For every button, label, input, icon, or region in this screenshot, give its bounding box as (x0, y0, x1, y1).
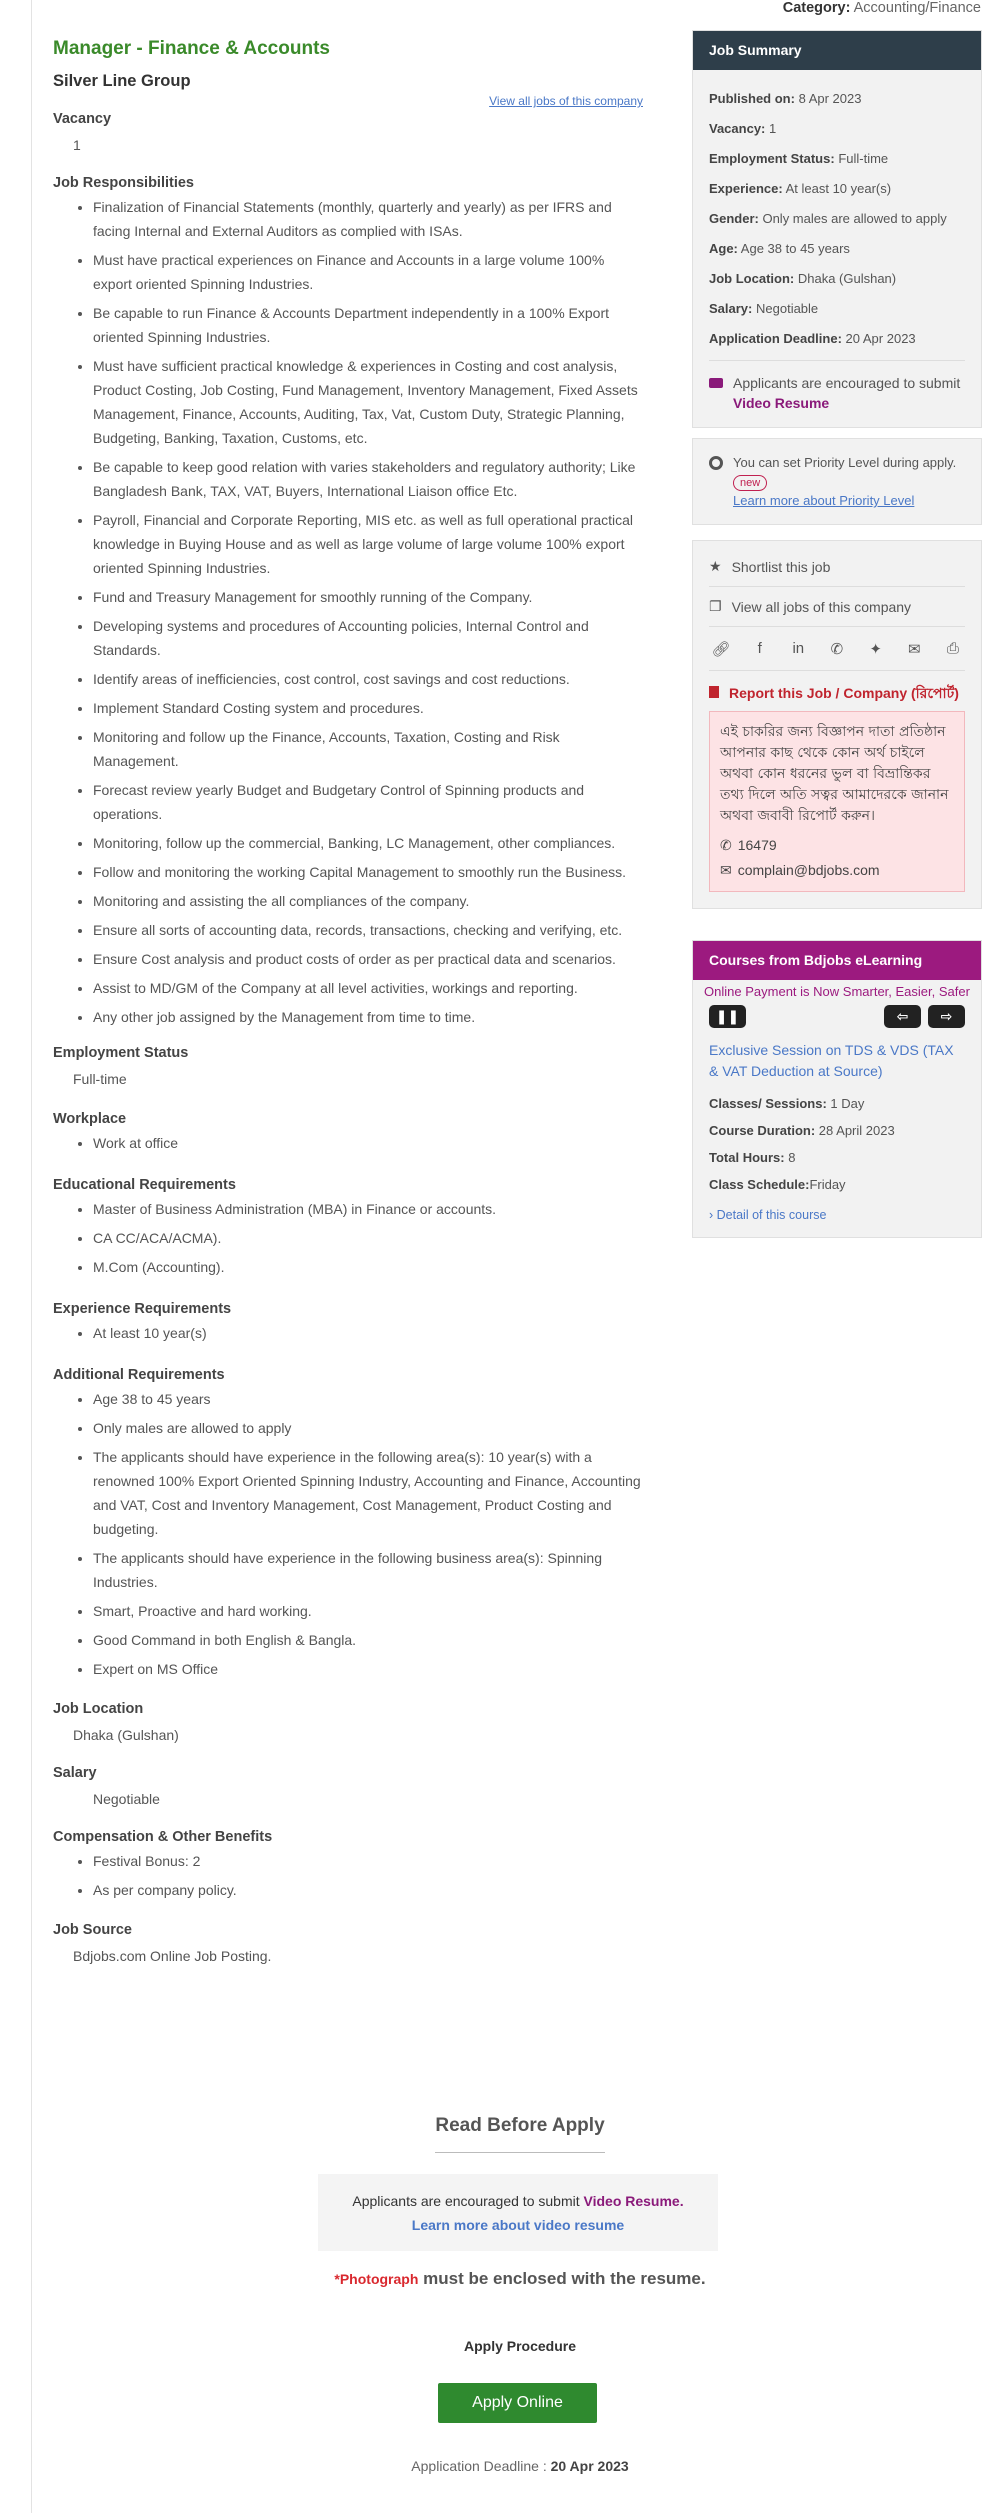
job-summary-panel (692, 30, 982, 428)
chevron-right-icon: › (709, 1208, 714, 1222)
summary-row (709, 210, 965, 228)
course-detail-label: Detail of this course (716, 1208, 827, 1222)
learn-more-video-link[interactable]: Learn more about video resume (411, 2217, 625, 2233)
summary-row (709, 150, 965, 168)
course-detail-link[interactable] (693, 1208, 981, 1222)
video-resume-box (318, 2174, 718, 2251)
summary-value: Full-time (838, 151, 889, 166)
summary-row (709, 330, 965, 348)
category-label: Category: (782, 0, 851, 16)
view-all-jobs-link[interactable]: View all jobs of this company (489, 94, 643, 108)
responsibility-item: • Implement Standard Costing system and procedures. (93, 696, 643, 720)
flag-icon (709, 686, 719, 698)
email-icon[interactable]: ✉ (907, 640, 921, 658)
twitter-icon[interactable]: ✦ (869, 640, 882, 658)
location-value: Dhaka (Gulshan) (73, 1727, 179, 1743)
course-classes-label: Classes/ Sessions: (709, 1096, 827, 1111)
summary-label: Gender: (709, 211, 759, 226)
divider (435, 2152, 605, 2153)
responsibility-item: • Fund and Treasury Management for smoothly running of the Company. (93, 585, 643, 609)
report-title: Report this Job / Company (রিপোর্ট) (729, 685, 959, 701)
video-note-text: Applicants are encouraged to submit (733, 375, 961, 391)
summary-label: Employment Status: (709, 151, 835, 166)
star-icon: ★ (709, 558, 722, 574)
print-icon[interactable]: ⎙ (946, 640, 959, 657)
course-duration-value: 28 April 2023 (818, 1123, 895, 1138)
priority-text: You can set Priority Level during apply. (733, 455, 957, 470)
envelope-icon: ✉ (720, 862, 732, 878)
summary-row (709, 300, 965, 318)
course-classes (693, 1096, 981, 1111)
summary-value: Negotiable (756, 301, 819, 316)
additional-list (93, 1387, 643, 1681)
share-bar (709, 627, 965, 671)
priority-panel (692, 438, 982, 525)
summary-value: At least 10 year(s) (785, 181, 892, 196)
course-classes-value: 1 Day (830, 1096, 865, 1111)
employment-status-title: Employment Status (53, 1045, 189, 1061)
next-arrow-icon[interactable]: ⇨ (928, 1005, 965, 1028)
whatsapp-icon[interactable]: ✆ (830, 640, 844, 658)
summary-label: Published on: (709, 91, 795, 106)
job-details (53, 38, 643, 1966)
summary-label: Age: (709, 241, 738, 256)
report-email (720, 860, 954, 881)
video-camera-icon (709, 378, 723, 388)
summary-row (709, 120, 965, 138)
additional-item: • The applicants should have experience in the following business area(s): Spinning Industries. (93, 1546, 643, 1594)
course-duration-label: Course Duration: (709, 1123, 816, 1138)
view-all-label: View all jobs of this company (731, 598, 912, 615)
education-item: • Master of Business Administration (MBA) in Finance or accounts. (93, 1197, 643, 1221)
courses-marquee: Online Payment is Now Smarter, Easier, Safer (704, 984, 970, 999)
video-resume-note (709, 360, 965, 413)
responsibility-item: • Must have practical experiences on Finance and Accounts in a large volume 100% export oriented Spinning Industries. (93, 248, 643, 296)
summary-value: Age 38 to 45 years (740, 241, 850, 256)
summary-row (709, 180, 965, 198)
education-list (93, 1197, 643, 1279)
vacancy-value: 1 (73, 137, 81, 153)
responsibility-item: • Payroll, Financial and Corporate Reporting, MIS etc. as well as full operational practical knowledge in Buying House and as well as large volume of large volume 100% export oriented Spinning Industries. (93, 508, 643, 580)
responsibilities-title: Job Responsibilities (53, 175, 194, 191)
course-title-link[interactable]: Exclusive Session on TDS & VDS (TAX & VAT Deduction at Source) (709, 1042, 954, 1079)
additional-item: • The applicants should have experience in the following area(s): 10 year(s) with a renowned 100% Export Oriented Spinning Industry, Accounting and Finance, Accounting and VAT, Cost and Inventory Management, Cost Management, Product Costing and budgeting. (93, 1445, 643, 1541)
category-value: Accounting/Finance (853, 0, 981, 16)
education-item: • M.Com (Accounting). (93, 1255, 643, 1279)
summary-label: Application Deadline: (709, 331, 842, 346)
video-box-text: Applicants are encouraged to submit (352, 2193, 580, 2209)
view-all-jobs-button[interactable] (709, 587, 965, 627)
responsibility-item: • Forecast review yearly Budget and Budgetary Control of Spinning products and operations. (93, 778, 643, 826)
linkedin-icon[interactable]: in (792, 640, 805, 657)
experience-list (93, 1321, 643, 1345)
responsibility-item: • Ensure Cost analysis and product costs of order as per practical data and scenarios. (93, 947, 643, 971)
additional-item: • Expert on MS Office (93, 1657, 643, 1681)
summary-row (709, 90, 965, 108)
summary-value: 1 (769, 121, 777, 136)
new-badge: new (733, 475, 767, 491)
summary-value: Only males are allowed to apply (762, 211, 947, 226)
apply-procedure-title: Apply Procedure (463, 2338, 577, 2354)
priority-learn-more-link[interactable]: Learn more about Priority Level (733, 493, 915, 508)
education-title: Educational Requirements (53, 1177, 236, 1193)
summary-row (709, 240, 965, 258)
responsibility-item: • Developing systems and procedures of Accounting policies, Internal Control and Standards. (93, 614, 643, 662)
benefit-item: • Festival Bonus: 2 (93, 1849, 643, 1873)
employment-status-value: Full-time (73, 1071, 127, 1087)
courses-header: Courses from Bdjobs eLearning (693, 941, 981, 980)
summary-value: 8 Apr 2023 (798, 91, 862, 106)
responsibility-item: • Ensure all sorts of accounting data, records, transactions, checking and verifying, etc. (93, 918, 643, 942)
course-duration (693, 1123, 981, 1138)
course-hours-value: 8 (788, 1150, 796, 1165)
responsibility-item: • Must have sufficient practical knowledge & experiences in Costing and cost analysis, Product Costing, Job Costing, Fund Management, Inventory Management, Fixed Assets Management, Finance, Accounts, Auditing, Tax, Vat, Custom Duty, Strategic Planning, Budgeting, Banking, Taxation, Customs, etc. (93, 354, 643, 450)
facebook-icon[interactable]: f (757, 640, 762, 657)
pause-button[interactable]: ❚❚ (709, 1005, 746, 1028)
deadline-value: 20 Apr 2023 (550, 2458, 629, 2474)
report-phone (720, 835, 954, 856)
responsibility-item: • Finalization of Financial Statements (monthly, quarterly and yearly) as per IFRS and facing Internal and External Auditors as complied with ISAs. (93, 195, 643, 243)
summary-label: Vacancy: (709, 121, 766, 136)
additional-item: • Good Command in both English & Bangla. (93, 1628, 643, 1652)
benefits-title: Compensation & Other Benefits (53, 1829, 273, 1845)
phone-icon: ✆ (720, 837, 732, 853)
additional-item: • Age 38 to 45 years (93, 1387, 643, 1411)
summary-label: Job Location: (709, 271, 795, 286)
report-info-box (709, 711, 965, 892)
responsibility-item: • Monitoring, follow up the commercial, Banking, LC Management, other compliances. (93, 831, 643, 855)
email-address: complain@bdjobs.com (737, 862, 880, 878)
summary-value: Dhaka (Gulshan) (797, 271, 897, 286)
lightbulb-icon (709, 456, 723, 470)
responsibility-item: • Assist to MD/GM of the Company at all level activities, workings and reporting. (93, 976, 643, 1000)
deadline-label: Application Deadline : (411, 2458, 547, 2474)
job-title: Manager - Finance & Accounts (53, 38, 330, 59)
copy-icon: ❐ (709, 598, 722, 614)
photograph-label: *Photograph (334, 2271, 419, 2287)
prev-arrow-icon[interactable]: ⇦ (884, 1005, 921, 1028)
salary-value: Negotiable (93, 1791, 160, 1807)
responsibility-item: • Monitoring and assisting the all compliances of the company. (93, 889, 643, 913)
location-title: Job Location (53, 1701, 144, 1717)
actions-panel (692, 540, 982, 909)
left-border (31, 0, 32, 2513)
responsibility-item: • Be capable to keep good relation with varies stakeholders and regulatory authority; Like Bangladesh Bank, TAX, VAT, Buyers, International Liaison office Etc. (93, 455, 643, 503)
course-schedule (693, 1177, 981, 1192)
workplace-list (93, 1131, 643, 1155)
benefits-list (93, 1849, 643, 1902)
responsibilities-list (93, 195, 643, 1029)
summary-row (709, 270, 965, 288)
workplace-title: Workplace (53, 1111, 127, 1127)
education-item: • CA CC/ACA/ACMA). (93, 1226, 643, 1250)
report-job-link[interactable] (709, 683, 965, 703)
photograph-note (310, 2269, 730, 2289)
job-summary-header: Job Summary (693, 31, 981, 70)
responsibility-item: • Monitoring and follow up the Finance, Accounts, Taxation, Costing and Risk Management. (93, 725, 643, 773)
benefit-item: • As per company policy. (93, 1878, 643, 1902)
experience-item: • At least 10 year(s) (93, 1321, 643, 1345)
courses-panel (692, 940, 982, 1238)
apply-online-button[interactable]: Apply Online (438, 2383, 597, 2423)
experience-title: Experience Requirements (53, 1301, 232, 1317)
course-schedule-value: Friday (809, 1177, 846, 1192)
shortlist-button[interactable] (709, 547, 965, 587)
phone-number: 16479 (737, 837, 777, 853)
summary-value: 20 Apr 2023 (845, 331, 916, 346)
additional-title: Additional Requirements (53, 1367, 225, 1383)
vacancy-title: Vacancy (53, 111, 112, 127)
shortlist-label: Shortlist this job (731, 558, 831, 575)
read-before-apply-title: Read Before Apply (435, 2115, 605, 2136)
source-title: Job Source (53, 1922, 132, 1938)
company-name: Silver Line Group (53, 72, 191, 90)
application-deadline (310, 2458, 730, 2474)
course-schedule-label: Class Schedule: (709, 1177, 810, 1192)
salary-title: Salary (53, 1765, 97, 1781)
source-value: Bdjobs.com Online Job Posting. (73, 1948, 272, 1964)
video-resume-link[interactable]: Video Resume (733, 395, 830, 411)
summary-label: Salary: (709, 301, 753, 316)
additional-item: • Smart, Proactive and hard working. (93, 1599, 643, 1623)
workplace-item: • Work at office (93, 1131, 643, 1155)
video-box-link[interactable]: Video Resume. (583, 2193, 684, 2209)
link-icon[interactable]: 🔗︎ (711, 640, 731, 658)
responsibility-item: • Identify areas of inefficiencies, cost control, cost savings and cost reductions. (93, 667, 643, 691)
responsibility-item: • Any other job assigned by the Management from time to time. (93, 1005, 643, 1029)
summary-label: Experience: (709, 181, 783, 196)
photograph-text: must be enclosed with the resume. (423, 2269, 706, 2288)
category (783, 0, 981, 16)
report-text: এই চাকরির জন্য বিজ্ঞাপন দাতা প্রতিষ্ঠান আপনার কাছ থেকে কোন অর্থ চাইলে অথবা কোন ধরনের ভুল বা বিভ্রান্তিকর তথ্য দিলে অতি সত্বর আমাদেরকে জানান অথবা জবাবী রিপোর্ট করুন। (720, 724, 949, 824)
responsibility-item: • Follow and monitoring the working Capital Management to smoothly run the Business. (93, 860, 643, 884)
responsibility-item: • Be capable to run Finance & Accounts Department independently in a 100% Export oriented Spinning Industries. (93, 301, 643, 349)
additional-item: • Only males are allowed to apply (93, 1416, 643, 1440)
course-hours-label: Total Hours: (709, 1150, 785, 1165)
course-hours (693, 1150, 981, 1165)
